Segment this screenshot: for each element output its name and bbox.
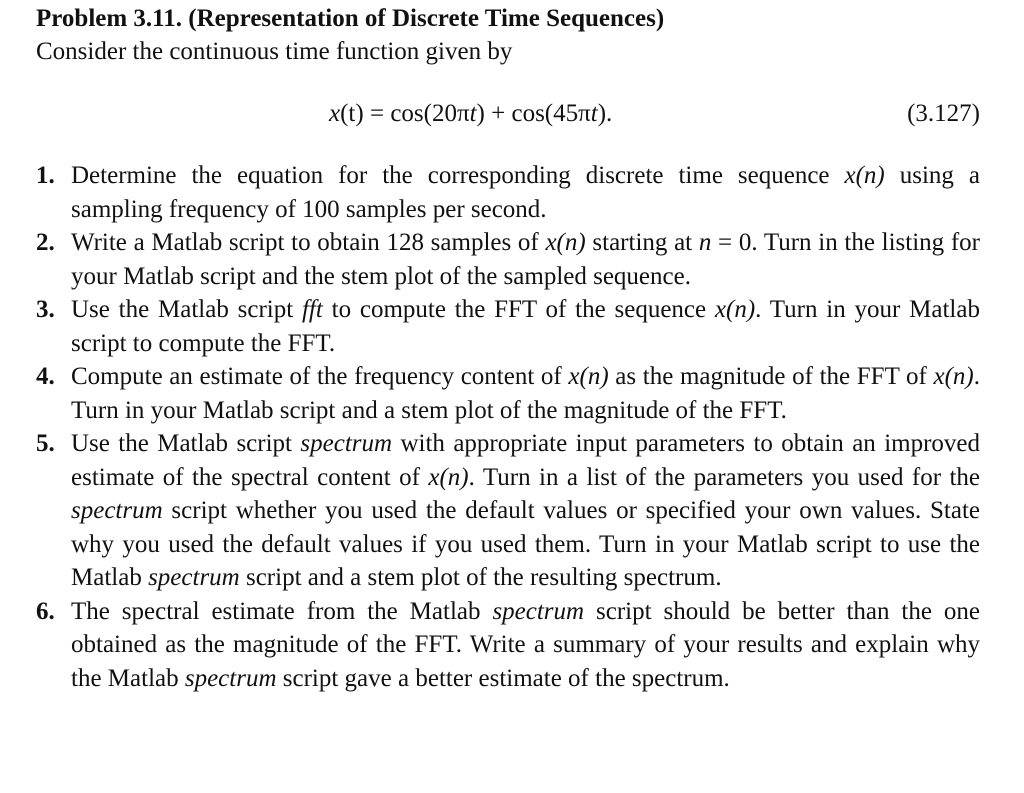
math-symbol: x(n)	[568, 363, 609, 390]
list-item-number: 6.	[36, 597, 55, 625]
text-run: to compute the FFT of the sequence	[322, 296, 715, 323]
math-symbol: n	[698, 229, 712, 256]
text-run: . Turn in a list of the parameters you used for the	[468, 463, 981, 491]
list-item-number: 1.	[36, 162, 55, 189]
text-run: Write a Matlab script to obtain 128 samples of	[71, 229, 546, 256]
emphasized-term: spectrum	[71, 497, 163, 524]
math-symbol: x(n)	[428, 463, 469, 491]
text-run: Use the Matlab script	[71, 430, 301, 457]
equation-lhs: x	[329, 100, 341, 127]
problem-title: Problem 3.11. (Representation of Discrete Time Sequences)	[36, 5, 665, 32]
math-symbol: x(n)	[933, 363, 974, 390]
list-item-text	[71, 595, 980, 696]
list-item	[36, 159, 980, 226]
list-item	[36, 427, 980, 595]
list-item-text	[71, 159, 980, 226]
problem-intro: Consider the continuous time function given by	[36, 38, 513, 65]
list-item	[36, 226, 980, 293]
text-run: using a sampling frequency of 100 samples per second.	[71, 162, 980, 223]
text-run: script and a stem plot of the resulting spectrum.	[239, 564, 722, 591]
equation-3-127	[36, 100, 980, 132]
text-run: Determine the equation for the corresponding discrete time sequence	[71, 162, 845, 189]
equation-number: (3.127)	[907, 100, 980, 127]
equation-lhs-arg: (t)	[340, 100, 364, 127]
equation-end: ).	[597, 100, 613, 127]
text-run: script gave a better estimate of the spectrum.	[276, 664, 730, 692]
list-item-text	[71, 226, 980, 293]
math-symbol: x(n)	[714, 296, 756, 323]
list-item-number: 3.	[36, 296, 55, 323]
math-symbol: x(n)	[545, 229, 586, 256]
emphasized-term: spectrum	[184, 664, 277, 692]
task-list	[36, 159, 980, 695]
equation-t2: t	[590, 100, 598, 127]
equation-equals: = cos(20π	[363, 100, 470, 127]
text-run: Compute an estimate of the frequency content of	[71, 363, 569, 390]
text-run: as the magnitude of the FFT of	[608, 363, 934, 390]
text-run: script whether you used the default values or specified your own values. State why you used the default values if you used them. Turn in your Matlab script to use the Matlab	[71, 497, 980, 591]
list-item-number: 5.	[36, 430, 55, 457]
list-item-text	[71, 293, 980, 360]
text-run: The spectral estimate from the Matlab	[71, 597, 493, 625]
emphasized-term: fft	[301, 296, 323, 323]
emphasized-term: spectrum	[492, 597, 585, 625]
list-item-number: 2.	[36, 229, 55, 256]
text-run: . Turn in your Matlab script and a stem plot of the magnitude of the FFT.	[71, 363, 980, 424]
list-item	[36, 360, 980, 427]
equation-mid: ) + cos(45π	[476, 100, 591, 127]
list-item-text	[71, 427, 980, 595]
emphasized-term: spectrum	[300, 430, 393, 457]
text-run: starting at	[585, 229, 699, 256]
emphasized-term: spectrum	[148, 564, 240, 591]
text-run: = 0. Turn in the listing for your Matlab script and the stem plot of the sampled sequence.	[71, 229, 981, 290]
math-symbol: x(n)	[844, 162, 885, 189]
text-run: script should be better than the one obtained as the magnitude of the FFT. Write a summary of your results and explain why the Matlab	[71, 597, 980, 692]
text-run: with appropriate input parameters to obtain an improved estimate of the spectral content of	[71, 430, 981, 491]
list-item-number: 4.	[36, 363, 55, 390]
list-item-text	[71, 360, 980, 427]
list-item	[36, 595, 980, 696]
list-item	[36, 293, 980, 360]
equation-body	[329, 100, 612, 128]
text-run: . Turn in your Matlab script to compute the FFT.	[71, 296, 980, 357]
equation-t1: t	[469, 100, 477, 127]
text-run: Use the Matlab script	[71, 296, 302, 323]
